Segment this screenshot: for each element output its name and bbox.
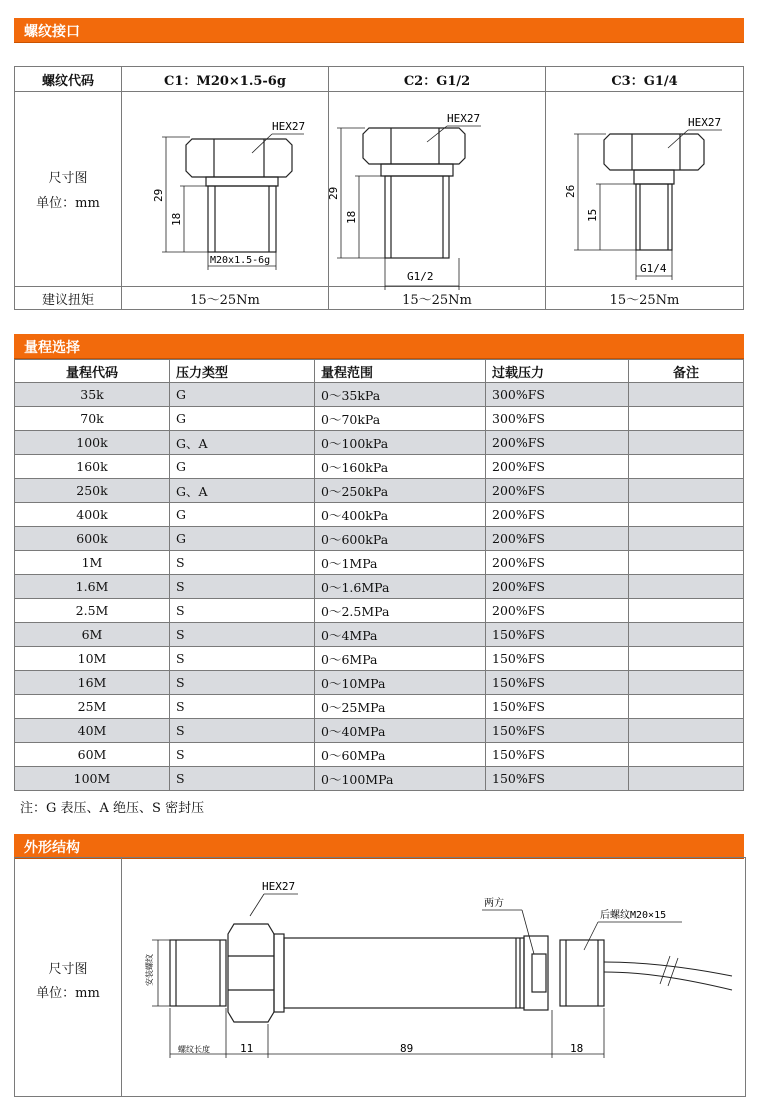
header-cell: C1：M20×1.5-6g — [122, 67, 329, 92]
table-cell: 0～400kPa — [315, 503, 486, 527]
table-cell: 200%FS — [486, 431, 629, 455]
table-cell: S — [170, 551, 315, 575]
torque-value: 15～25Nm — [329, 287, 546, 310]
mount-thread-label: 安装螺纹 — [145, 954, 154, 986]
dimension-label-cell — [15, 92, 122, 287]
header-cell: 螺纹代码 — [15, 67, 122, 92]
table-cell: 0～1MPa — [315, 551, 486, 575]
table-cell: 0～250kPa — [315, 479, 486, 503]
table-cell: 200%FS — [486, 503, 629, 527]
table-cell: 100M — [15, 767, 170, 791]
torque-value: 15～25Nm — [122, 287, 329, 310]
drawing-c1 — [122, 92, 329, 287]
table-cell: S — [170, 695, 315, 719]
table-cell: 0～6MPa — [315, 647, 486, 671]
section-title: 螺纹接口 — [24, 24, 80, 40]
table-cell: 35k — [15, 383, 170, 407]
height-thread: 15 — [586, 208, 599, 222]
thread-drawing-c1 — [122, 92, 328, 282]
table-cell: S — [170, 599, 315, 623]
table-row — [15, 479, 744, 503]
table-cell: 16M — [15, 671, 170, 695]
table-cell: 150%FS — [486, 719, 629, 743]
table-cell — [629, 647, 744, 671]
thread-label: G1/2 — [407, 270, 434, 283]
table-cell: 1.6M — [15, 575, 170, 599]
header-cell: 量程代码 — [15, 360, 170, 383]
header-cell: 量程范围 — [315, 360, 486, 383]
header-cell: 压力类型 — [170, 360, 315, 383]
thread-label: M20x1.5-6g — [210, 255, 271, 266]
table-cell: 10M — [15, 647, 170, 671]
table-cell: G — [170, 503, 315, 527]
table-cell — [629, 623, 744, 647]
table-cell: 2.5M — [15, 599, 170, 623]
torque-label: 建议扭矩 — [15, 287, 122, 310]
height-total: 26 — [564, 184, 577, 198]
table-cell: S — [170, 743, 315, 767]
table-cell: 0～40MPa — [315, 719, 486, 743]
table-cell: 150%FS — [486, 623, 629, 647]
dimension-label: 尺寸图 — [48, 171, 88, 186]
table-cell — [629, 551, 744, 575]
table-cell: 150%FS — [486, 767, 629, 791]
table-cell: 400k — [15, 503, 170, 527]
dim-11: 11 — [240, 1042, 254, 1055]
table-cell: 200%FS — [486, 575, 629, 599]
table-cell — [629, 455, 744, 479]
table-row — [15, 407, 744, 431]
header-cell: 过载压力 — [486, 360, 629, 383]
table-cell: 0～25MPa — [315, 695, 486, 719]
thread-table — [14, 66, 744, 310]
height-thread: 18 — [170, 212, 183, 226]
table-row — [15, 455, 744, 479]
table-cell: S — [170, 575, 315, 599]
outline-label-cell — [15, 858, 122, 1096]
table-row — [15, 719, 744, 743]
drawing-c3 — [546, 92, 744, 287]
table-cell: S — [170, 719, 315, 743]
table-row — [15, 767, 744, 791]
section-bar-outline — [14, 834, 744, 859]
pressure-type-note: 注：G 表压、A 绝压、S 密封压 — [20, 801, 205, 816]
table-cell: 0～70kPa — [315, 407, 486, 431]
outline-drawing — [122, 858, 742, 1094]
table-cell: 0～100kPa — [315, 431, 486, 455]
thread-length-label: 螺纹长度 — [178, 1045, 210, 1054]
table-cell — [629, 479, 744, 503]
table-cell: 150%FS — [486, 695, 629, 719]
table-cell: 70k — [15, 407, 170, 431]
table-cell: 200%FS — [486, 599, 629, 623]
unit-label: 单位：mm — [36, 196, 100, 211]
table-cell: 0～4MPa — [315, 623, 486, 647]
table-cell: G — [170, 455, 315, 479]
table-cell: 0～1.6MPa — [315, 575, 486, 599]
table-row — [15, 431, 744, 455]
table-cell: 150%FS — [486, 743, 629, 767]
range-table — [14, 359, 744, 791]
table-cell: 150%FS — [486, 671, 629, 695]
table-cell: 1M — [15, 551, 170, 575]
section-title: 量程选择 — [24, 340, 80, 356]
section-bar-thread — [14, 18, 744, 43]
table-cell: 600k — [15, 527, 170, 551]
flat-label: 两方 — [484, 898, 504, 909]
table-cell: 0～10MPa — [315, 671, 486, 695]
table-cell: 40M — [15, 719, 170, 743]
table-cell: S — [170, 623, 315, 647]
table-cell: 200%FS — [486, 455, 629, 479]
table-row — [15, 575, 744, 599]
thread-label: G1/4 — [640, 262, 667, 275]
table-cell: 0～60MPa — [315, 743, 486, 767]
table-cell: 250k — [15, 479, 170, 503]
header-cell: C2：G1/2 — [329, 67, 546, 92]
section-title: 外形结构 — [24, 840, 80, 856]
section-bar-range — [14, 334, 744, 359]
table-cell — [629, 431, 744, 455]
rear-thread-label: 后螺纹M20×15 — [600, 910, 667, 921]
table-cell: 150%FS — [486, 647, 629, 671]
table-cell: 0～35kPa — [315, 383, 486, 407]
table-cell: G — [170, 383, 315, 407]
table-row — [15, 743, 744, 767]
thread-drawing-c3 — [546, 92, 742, 282]
table-cell — [629, 575, 744, 599]
table-cell — [629, 671, 744, 695]
table-cell: G、A — [170, 431, 315, 455]
height-thread: 18 — [345, 210, 358, 224]
table-cell: G、A — [170, 479, 315, 503]
table-cell — [629, 407, 744, 431]
table-cell: 160k — [15, 455, 170, 479]
table-cell — [629, 503, 744, 527]
table-row — [15, 671, 744, 695]
hex-label: HEX27 — [447, 112, 481, 125]
header-cell: 备注 — [629, 360, 744, 383]
table-row — [15, 647, 744, 671]
outline-box — [14, 857, 746, 1097]
table-cell: 0～600kPa — [315, 527, 486, 551]
height-total: 29 — [327, 186, 340, 200]
unit-label: 单位：mm — [36, 986, 100, 1001]
table-cell: 200%FS — [486, 527, 629, 551]
drawing-c2 — [329, 92, 546, 287]
header-cell: C3：G1/4 — [546, 67, 744, 92]
table-row — [15, 623, 744, 647]
hex-label: HEX27 — [262, 880, 296, 893]
table-cell: S — [170, 767, 315, 791]
table-row — [15, 527, 744, 551]
table-cell: 300%FS — [486, 407, 629, 431]
table-cell — [629, 719, 744, 743]
table-row — [15, 551, 744, 575]
table-row — [15, 503, 744, 527]
hex-label: HEX27 — [688, 116, 722, 129]
dim-89: 89 — [400, 1042, 414, 1055]
table-cell — [629, 599, 744, 623]
table-cell: 300%FS — [486, 383, 629, 407]
table-cell: 25M — [15, 695, 170, 719]
table-cell — [629, 527, 744, 551]
table-cell: 0～160kPa — [315, 455, 486, 479]
table-cell: S — [170, 671, 315, 695]
table-cell: S — [170, 647, 315, 671]
table-cell — [629, 767, 744, 791]
table-cell: 6M — [15, 623, 170, 647]
dimension-label: 尺寸图 — [48, 962, 88, 977]
table-cell: G — [170, 527, 315, 551]
table-cell: 0～100MPa — [315, 767, 486, 791]
table-row — [15, 695, 744, 719]
table-cell: 0～2.5MPa — [315, 599, 486, 623]
table-cell — [629, 695, 744, 719]
torque-value: 15～25Nm — [546, 287, 744, 310]
table-cell — [629, 743, 744, 767]
table-cell: 200%FS — [486, 551, 629, 575]
table-cell — [629, 383, 744, 407]
dim-18: 18 — [570, 1042, 584, 1055]
table-cell: 60M — [15, 743, 170, 767]
table-row — [15, 383, 744, 407]
table-cell: 200%FS — [486, 479, 629, 503]
table-row — [15, 599, 744, 623]
table-cell: G — [170, 407, 315, 431]
height-total: 29 — [152, 188, 165, 202]
table-cell: 100k — [15, 431, 170, 455]
thread-drawing-c2 — [329, 92, 545, 282]
hex-label: HEX27 — [272, 120, 306, 133]
